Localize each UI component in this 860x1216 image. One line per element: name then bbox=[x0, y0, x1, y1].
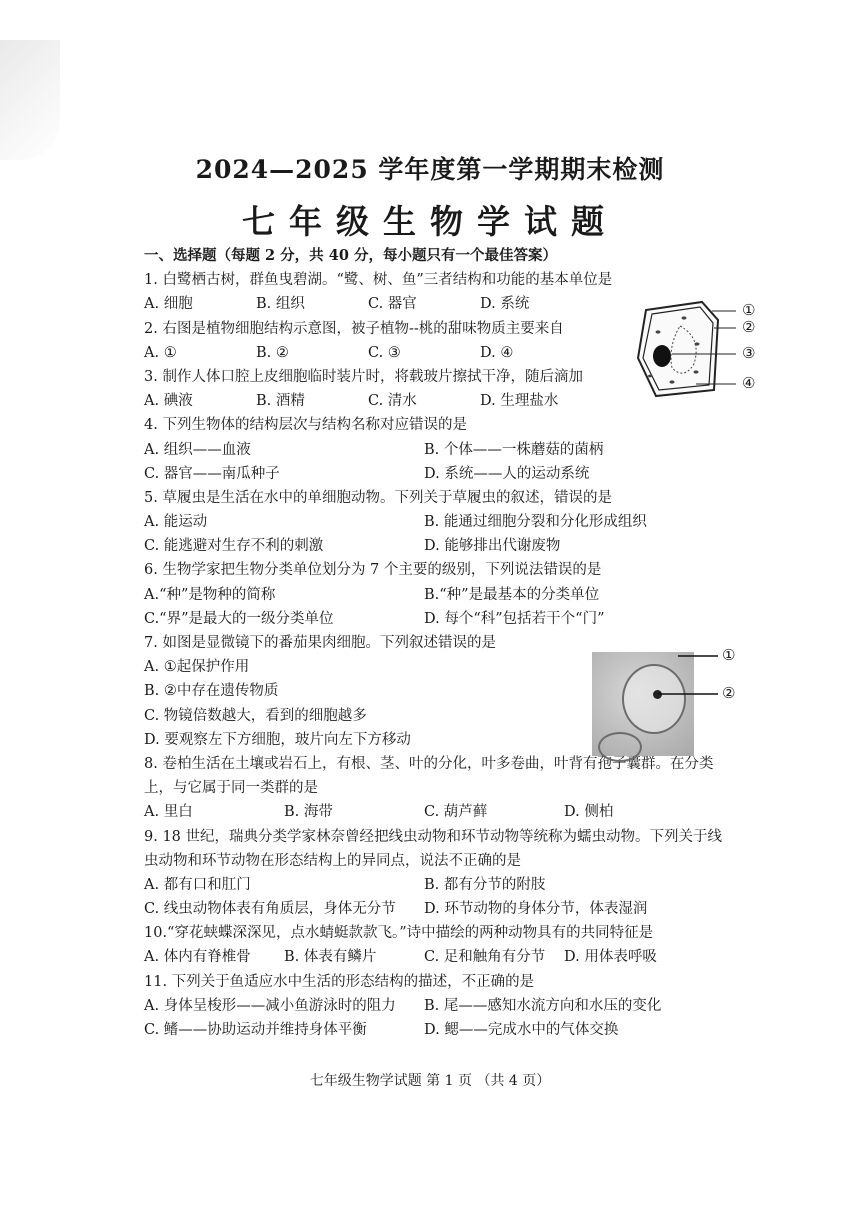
option: B. 个体——一株蘑菇的菌柄 bbox=[424, 441, 604, 458]
option: A. 里白 bbox=[144, 804, 193, 821]
option: B. ② bbox=[256, 344, 289, 361]
option: B.“种”是最基本的分类单位 bbox=[424, 586, 600, 603]
option-row bbox=[144, 1018, 744, 1042]
diagram-label: ④ bbox=[742, 374, 756, 392]
diagram-label: ① bbox=[742, 301, 756, 319]
option: B. 酒精 bbox=[256, 393, 305, 410]
question-stem-continued: 虫动物和环节动物在形态结构上的异同点，说法不正确的是 bbox=[144, 852, 521, 869]
option: B. 能通过细胞分裂和分化形成组织 bbox=[424, 514, 647, 531]
option: B. ②中存在遗传物质 bbox=[144, 683, 279, 700]
option: A. 碘液 bbox=[144, 393, 193, 410]
option: D. ④ bbox=[480, 344, 514, 361]
question-stem: 3. 制作人体口腔上皮细胞临时装片时，将载玻片擦拭干净，随后滴加 bbox=[144, 368, 583, 385]
question-stem: 2. 右图是植物细胞结构示意图，被子植物--桃的甜味物质主要来自 bbox=[144, 320, 564, 337]
section-heading: 一、选择题（每题 2 分，共 40 分，每小题只有一个最佳答案） bbox=[144, 247, 557, 264]
option: B. 海带 bbox=[284, 804, 333, 821]
option-row bbox=[144, 583, 744, 607]
option: D. 侧柏 bbox=[564, 804, 614, 821]
option: A. 都有口和肛门 bbox=[144, 876, 251, 893]
option: A. 能运动 bbox=[144, 514, 208, 531]
option: C. 线虫动物体表有角质层，身体无分节 bbox=[144, 901, 396, 918]
option: C. 足和触角有分节 bbox=[424, 949, 546, 966]
question-stem: 8. 卷柏生活在土壤或岩石上，有根、茎、叶的分化，叶多卷曲，叶背有孢子囊群。在分类 bbox=[144, 755, 714, 772]
option: D. 环节动物的身体分节，体表湿润 bbox=[424, 901, 648, 918]
option: C. 能逃避对生存不利的刺激 bbox=[144, 538, 324, 555]
option: C. 器官——南瓜种子 bbox=[144, 465, 280, 482]
question-stem: 7. 如图是显微镜下的番茄果肉细胞。下列叙述错误的是 bbox=[144, 635, 496, 651]
plant-cell-diagram bbox=[632, 298, 762, 398]
option: A. 组织——血液 bbox=[144, 441, 251, 458]
diagram-label: ③ bbox=[742, 344, 756, 362]
option: A. 身体呈梭形——减小鱼游泳时的阻力 bbox=[144, 997, 396, 1014]
question-stem: 5. 草履虫是生活在水中的单细胞动物。下列关于草履虫的叙述，错误的是 bbox=[144, 489, 612, 506]
pointer-lines bbox=[592, 648, 762, 758]
option-row bbox=[144, 945, 744, 969]
option: B. 都有分节的附肢 bbox=[424, 876, 546, 893]
option: D. 用体表呼吸 bbox=[564, 949, 657, 966]
option-row bbox=[144, 800, 744, 824]
option-row bbox=[144, 994, 744, 1018]
option: B. 组织 bbox=[256, 296, 305, 313]
option: A. ①起保护作用 bbox=[144, 659, 250, 676]
option: C. 葫芦藓 bbox=[424, 804, 488, 821]
option-row bbox=[144, 897, 744, 921]
option: B. 尾——感知水流方向和水压的变化 bbox=[424, 997, 662, 1014]
diagram-label: ② bbox=[742, 318, 756, 336]
option: C.“界”是最大的一级分类单位 bbox=[144, 610, 334, 627]
option: C. 物镜倍数越大，看到的细胞越多 bbox=[144, 707, 367, 724]
option: C. ③ bbox=[368, 344, 401, 361]
option: C. 鳍——协助运动并维持身体平衡 bbox=[144, 1022, 367, 1038]
question-stem: 11. 下列关于鱼适应水中生活的形态结构的描述，不正确的是 bbox=[144, 973, 535, 990]
option: D. 鳃——完成水中的气体交换 bbox=[424, 1022, 619, 1038]
option: D. 生理盐水 bbox=[480, 393, 559, 410]
option: A. 体内有脊椎骨 bbox=[144, 949, 251, 966]
option: D. 能够排出代谢废物 bbox=[424, 538, 561, 555]
option-row bbox=[144, 438, 744, 462]
question-stem: 6. 生物学家把生物分类单位划分为 7 个主要的级别，下列说法错误的是 bbox=[144, 562, 602, 579]
question-stem: 9. 18 世纪，瑞典分类学家林奈曾经把线虫动物和环节动物等统称为蠕虫动物。下列关于线 bbox=[144, 828, 722, 845]
option: C. 清水 bbox=[368, 393, 417, 410]
micro-label: ② bbox=[722, 684, 736, 702]
option-row bbox=[144, 510, 744, 534]
question-stem: 1. 白鹭栖古树，群鱼曳碧湖。“鹭、树、鱼”三者结构和功能的基本单位是 bbox=[144, 272, 613, 289]
option: D. 每个“科”包括若干个“门” bbox=[424, 610, 605, 627]
exam-title: 2024—2025 学年度第一学期期末检测 bbox=[195, 155, 665, 184]
microscope-image bbox=[592, 648, 762, 758]
option-row bbox=[144, 607, 744, 631]
option: A.“种”是物种的简称 bbox=[144, 586, 276, 603]
option: D. 系统——人的运动系统 bbox=[424, 465, 590, 482]
option: D. 要观察左下方细胞，玻片向左下方移动 bbox=[144, 731, 411, 748]
question-stem: 4. 下列生物体的结构层次与结构名称对应错误的是 bbox=[144, 417, 467, 434]
option-row bbox=[144, 462, 744, 486]
micro-label: ① bbox=[722, 646, 736, 664]
option-row bbox=[144, 534, 744, 558]
option: C. 器官 bbox=[368, 296, 417, 313]
option: B. 体表有鳞片 bbox=[284, 949, 377, 966]
question-stem: 10.“穿花蛱蝶深深见，点水蜻蜓款款飞。”诗中描绘的两种动物具有的共同特征是 bbox=[144, 925, 654, 942]
option: A. ① bbox=[144, 344, 177, 361]
option: D. 系统 bbox=[480, 296, 530, 313]
scan-shadow bbox=[0, 40, 60, 160]
exam-subtitle: 七年级生物学试题 bbox=[242, 202, 618, 241]
page-footer: 七年级生物学试题 第 1 页 （共 4 页） bbox=[309, 1073, 551, 1089]
question-stem-continued: 上，与它属于同一类群的是 bbox=[144, 780, 318, 797]
option-row bbox=[144, 873, 744, 897]
option: A. 细胞 bbox=[144, 296, 193, 313]
